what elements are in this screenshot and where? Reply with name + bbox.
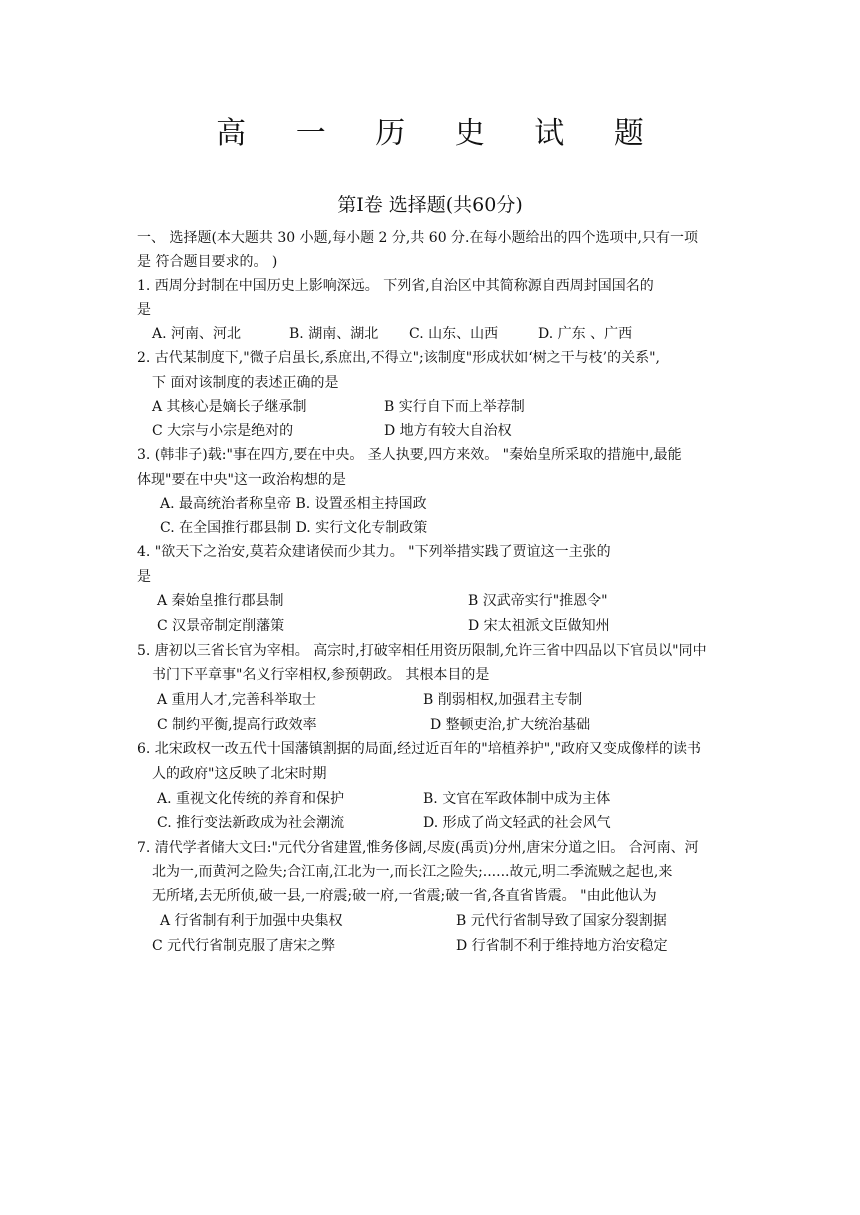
q3-options-cd: C. 在全国推行郡县制 D. 实行文化专制政策 <box>160 520 428 536</box>
q1-option-b: B. 湖南、湖北 <box>289 326 379 342</box>
q3-stem-line-2: 体现"要在中央"这一政治构想的是 <box>137 472 346 488</box>
q5-option-b: B 削弱相权,加强君主专制 <box>423 692 583 708</box>
q6-option-b: B. 文官在军政体制中成为主体 <box>423 791 611 807</box>
q2-option-c: C 大宗与小宗是绝对的 <box>152 423 294 439</box>
q2-option-d: D 地方有较大自治权 <box>384 423 512 439</box>
q6-stem-line-1: 6. 北宋政权一改五代十国藩镇割据的局面,经过近百年的"培植养护","政府又变成像样的读书 <box>137 741 702 757</box>
q5-option-d: D 整顿吏治,扩大统治基础 <box>430 717 591 733</box>
q6-option-c: C. 推行变法新政成为社会潮流 <box>157 815 345 831</box>
q7-option-c: C 元代行省制克服了唐宋之弊 <box>152 938 336 954</box>
q6-option-a: A. 重视文化传统的养育和保护 <box>157 791 345 807</box>
q1-option-c: C. 山东、山西 <box>409 326 499 342</box>
q1-option-d: D. 广东 、广西 <box>538 326 633 342</box>
q1-stem-line-2: 是 <box>137 302 151 318</box>
q4-option-b: B 汉武帝实行"推恩令" <box>468 593 608 609</box>
q4-stem-line-1: 4. "欲天下之治安,莫若众建诸侯而少其力。 "下列举措实践了贾谊这一主张的 <box>137 544 611 560</box>
q7-stem-line-3: 无所堵,去无所侦,破一县,一府震;破一府,一省震;破一省,各直省皆震。 "由此他认为 <box>152 888 657 904</box>
q4-option-d: D 宋太祖派文臣做知州 <box>468 618 610 634</box>
q3-stem-line-1: 3. (韩非子)载:"事在四方,要在中央。 圣人执要,四方来效。 "秦始皇所采取的措施中,最能 <box>137 447 682 463</box>
exam-title: 高 一 历 史 试 题 <box>216 116 664 151</box>
q1-option-a: A. 河南、河北 <box>152 326 242 342</box>
q6-stem-line-2: 人的政府"这反映了北宋时期 <box>152 766 327 782</box>
q2-stem-line-1: 2. 古代某制度下,"微子启虽长,系庶出,不得立";该制度"形成状如‘树之干与枝’的关系", <box>137 350 660 366</box>
q7-stem-line-2: 北为一,而黄河之险失;合江南,江北为一,而长江之险失;......故元,明二季流贼之起也,来 <box>152 864 673 880</box>
q2-option-b: B 实行自下而上举荐制 <box>384 399 525 415</box>
q7-option-b: B 元代行省制导致了国家分裂割据 <box>456 913 667 929</box>
q2-stem-line-2: 下 面对该制度的表述正确的是 <box>152 375 339 391</box>
instruction-line-2: 是 符合题目要求的。 ) <box>137 254 278 270</box>
q7-option-d: D 行省制不利于维持地方治安稳定 <box>456 938 668 954</box>
q5-option-a: A 重用人才,完善科举取士 <box>157 692 317 708</box>
q3-options-ab: A. 最高统治者称皇帝 B. 设置丞相主持国政 <box>160 496 427 512</box>
q5-option-c: C 制约平衡,提高行政效率 <box>157 717 317 733</box>
q4-option-a: A 秦始皇推行郡县制 <box>157 593 284 609</box>
q1-stem-line-1: 1. 西周分封制在中国历史上影响深远。 下列省,自治区中其简称源自西周封国国名的 <box>137 278 654 294</box>
q4-stem-line-2: 是 <box>137 569 151 585</box>
q2-option-a: A 其核心是嫡长子继承制 <box>152 399 307 415</box>
q4-option-c: C 汉景帝制定削藩策 <box>157 618 285 634</box>
q6-option-d: D. 形成了尚文轻武的社会风气 <box>423 815 611 831</box>
q5-stem-line-2: 书门下平章事"名义行宰相权,参预朝政。 其根本目的是 <box>152 667 490 683</box>
q5-stem-line-1: 5. 唐初以三省长官为宰相。 高宗时,打破宰相任用资历限制,允许三省中四品以下官员以"同中 <box>137 643 707 659</box>
q7-option-a: A 行省制有利于加强中央集权 <box>160 913 343 929</box>
section-heading: 第Ⅰ卷 选择题(共60分) <box>337 194 523 216</box>
instruction-line-1: 一、 选择题(本大题共 30 小题,每小题 2 分,共 60 分.在每小题给出的四个选项中,只有一项 <box>137 230 698 246</box>
q7-stem-line-1: 7. 清代学者储大文曰:"元代分省建置,惟务侈阔,尽废(禹贡)分州,唐宋分道之旧。 合河南、河 <box>137 840 699 856</box>
